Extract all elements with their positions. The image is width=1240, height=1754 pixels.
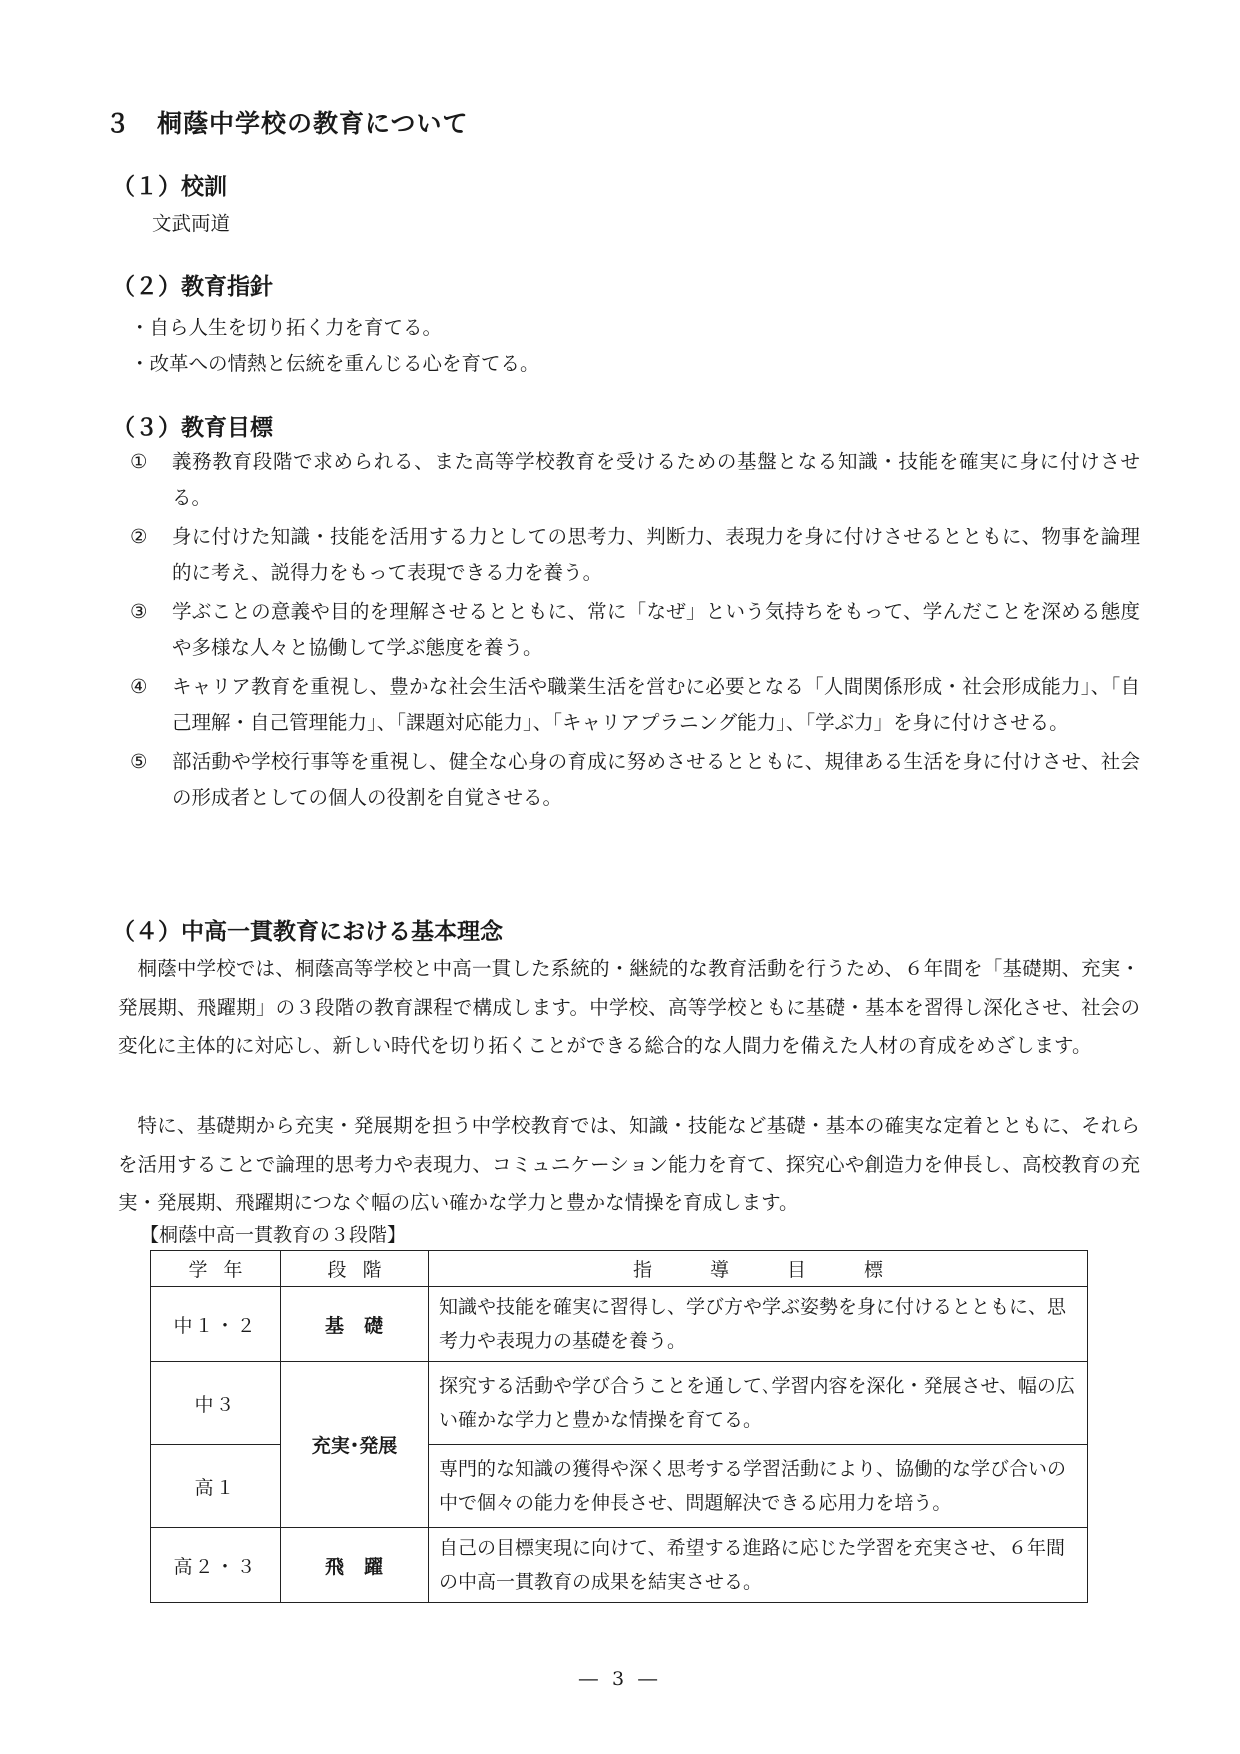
table-row xyxy=(151,1528,1088,1603)
goal-item xyxy=(130,744,1140,816)
stage-cell: 基礎 xyxy=(281,1287,429,1362)
table-caption: 【桐蔭中高一貫教育の３段階】 xyxy=(140,1224,407,1246)
goal-text: キャリア教育を重視し、豊かな社会生活や職業生活を営むに必要となる「人間関係形成・社会形成能力」、「自己理解・自己管理能力」、「課題対応能力」、「キャリアプラニング能力」、「学ぶ力」を身に付けさせる。 xyxy=(172,675,1140,734)
policy-item: ・自ら人生を切り拓く力を育てる。 xyxy=(130,316,443,339)
goal-item xyxy=(130,519,1140,591)
goal-number: ② xyxy=(130,525,148,548)
stage-cell: 飛躍 xyxy=(281,1528,429,1603)
philosophy-paragraph: 桐蔭中学校では、桐蔭高等学校と中高一貫した系統的・継続的な教育活動を行うため、６年間を「基礎期、充実・発展期、飛躍期」の３段階の教育課程で構成します。中学校、高等学校ともに基礎・基本を習得し深化させ、社会の変化に主体的に対応し、新しい時代を切り拓くことができる総合的な人間力を備えた人材の育成をめざします。 xyxy=(118,957,1140,1057)
goal-number: ④ xyxy=(130,675,148,698)
header-grade: 学年 xyxy=(151,1251,281,1287)
goal-text: 学ぶことの意義や目的を理解させるとともに、常に「なぜ」という気持ちをもって、学んだことを深める態度や多様な人々と協働して学ぶ態度を養う。 xyxy=(172,600,1140,659)
section-title: ３ 桐蔭中学校の教育について xyxy=(105,109,469,138)
grade-cell: 高１ xyxy=(151,1445,281,1528)
table-row xyxy=(151,1362,1088,1445)
goal-cell: 知識や技能を確実に習得し、学び方や学ぶ姿勢を身に付けるとともに、思考力や表現力の基礎を養う。 xyxy=(429,1287,1088,1362)
goal-text: 身に付けた知識・技能を活用する力としての思考力、判断力、表現力を身に付けさせるとともに、物事を論理的に考え、説得力をもって表現できる力を養う。 xyxy=(172,525,1140,584)
grade-cell: 高２・３ xyxy=(151,1528,281,1603)
goals-list xyxy=(130,444,1140,819)
goal-text: 部活動や学校行事等を重視し、健全な心身の育成に努めさせるとともに、規律ある生活を身に付けさせ、社会の形成者としての個人の役割を自覚させる。 xyxy=(172,750,1140,809)
goal-text: 義務教育段階で求められる、また高等学校教育を受けるための基盤となる知識・技能を確実に身に付けさせる。 xyxy=(172,450,1140,509)
grade-cell: 中１・２ xyxy=(151,1287,281,1362)
table-row xyxy=(151,1287,1088,1362)
stages-table xyxy=(150,1250,1088,1603)
page-number: ― 3 ― xyxy=(578,1668,662,1690)
philosophy-paragraph: 特に、基礎期から充実・発展期を担う中学校教育では、知識・技能など基礎・基本の確実な定着とともに、それらを活用することで論理的思考力や表現力、コミュニケーション能力を育て、探究心や創造力を伸長し、高校教育の充実・発展期、飛躍期につなぐ幅の広い確かな学力と豊かな情操を育成します。 xyxy=(118,1114,1140,1214)
header-stage: 段階 xyxy=(281,1251,429,1287)
header-goal: 指導目標 xyxy=(429,1251,1088,1287)
goal-item xyxy=(130,594,1140,666)
stage-cell: 充実･発展 xyxy=(281,1362,429,1528)
goal-number: ③ xyxy=(130,600,148,623)
goal-cell: 自己の目標実現に向けて、希望する進路に応じた学習を充実させ、６年間の中高一貫教育の成果を結実させる。 xyxy=(429,1528,1088,1603)
goal-number: ① xyxy=(130,450,148,473)
goal-number: ⑤ xyxy=(130,750,148,773)
goal-cell: 探究する活動や学び合うことを通して､学習内容を深化・発展させ、幅の広い確かな学力と豊かな情操を育てる。 xyxy=(429,1362,1088,1445)
grade-cell: 中３ xyxy=(151,1362,281,1445)
goal-cell: 専門的な知識の獲得や深く思考する学習活動により、協働的な学び合いの中で個々の能力を伸長させ、問題解決できる応用力を培う。 xyxy=(429,1445,1088,1528)
motto-heading: （１）校訓 xyxy=(112,174,227,200)
goal-item xyxy=(130,669,1140,741)
goal-item xyxy=(130,444,1140,516)
philosophy-heading: （４）中高一貫教育における基本理念 xyxy=(112,919,503,945)
policy-heading: （２）教育指針 xyxy=(112,274,273,300)
goals-heading: （３）教育目標 xyxy=(112,415,273,441)
policy-item: ・改革への情熱と伝統を重んじる心を育てる。 xyxy=(130,352,540,375)
table-header-row xyxy=(151,1251,1088,1287)
motto-text: 文武両道 xyxy=(152,212,231,235)
